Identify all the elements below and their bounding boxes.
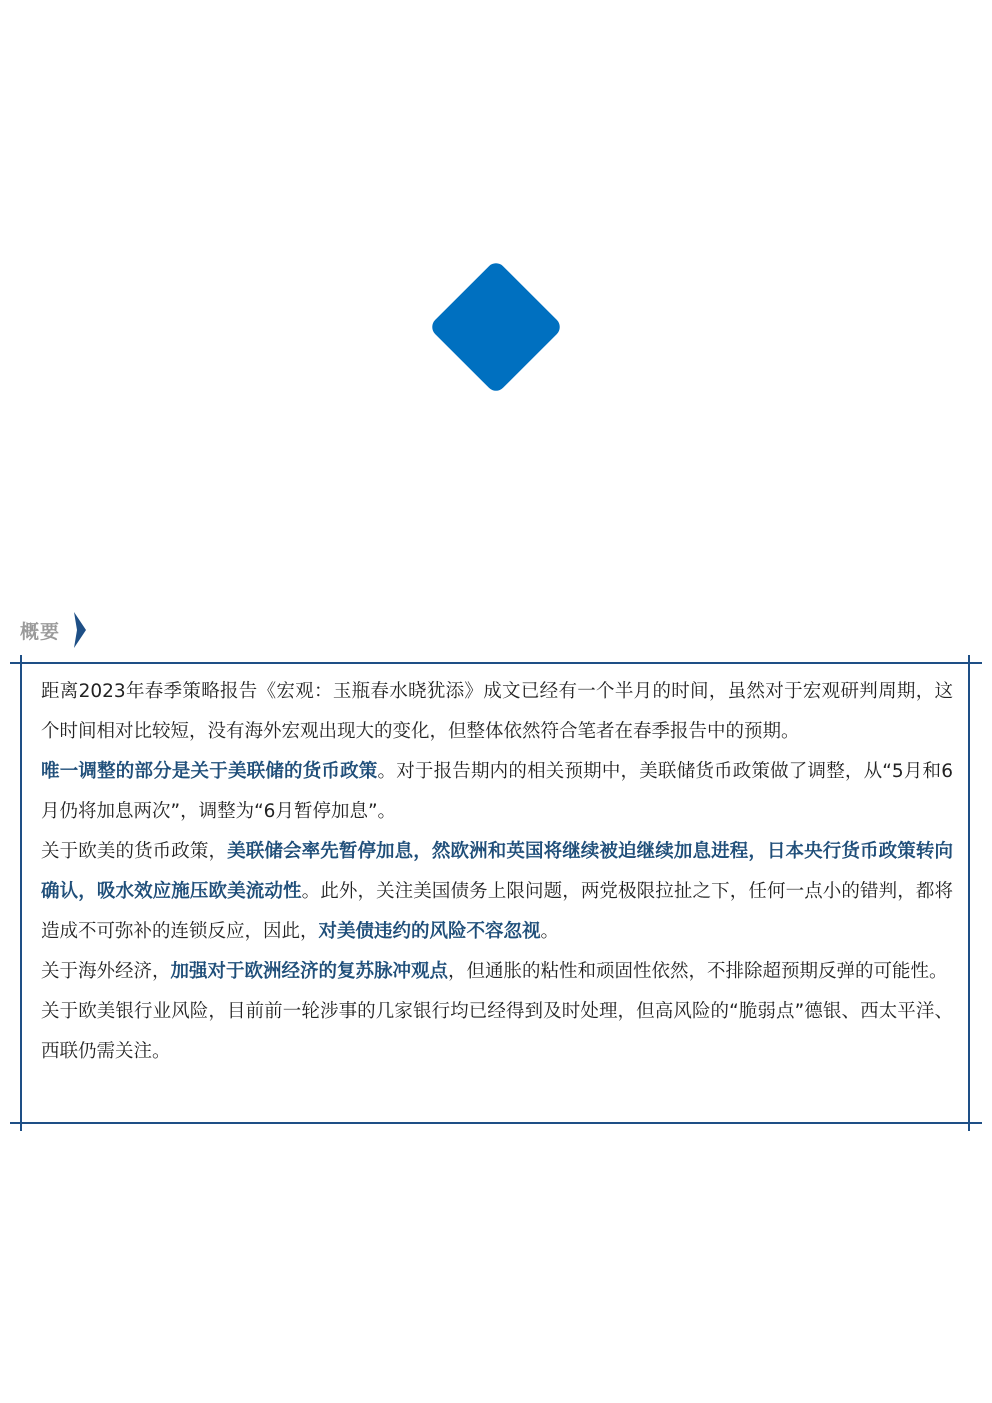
paragraph-text: 关于欧美银行业风险，目前前一轮涉事的几家银行均已经得到及时处理，但高风险的“脆弱点”德银、西太平洋、西联仍需关注。 [41, 1001, 953, 1062]
highlight-text: 美联储会率先暂停加息，然欧洲和英国将继续被迫继续加息进程，日本央行货币政策转向确认，吸水效应施压欧美流动性 [41, 841, 953, 902]
decorative-diamond-icon [425, 256, 567, 398]
frame-top-line [10, 662, 982, 664]
section-header [20, 612, 86, 648]
highlight-text: 唯一调整的部分是关于美联储的货币政策 [41, 761, 378, 782]
paragraph-text: 。 [540, 921, 560, 942]
summary-content [41, 672, 953, 1072]
paragraph-intro [41, 672, 953, 752]
frame-right-line [968, 655, 970, 1131]
section-title: 概要 [20, 620, 61, 643]
frame-left-line [20, 655, 22, 1131]
frame-bottom-line [10, 1122, 982, 1124]
paragraph-text: ，但通胀的粘性和顽固性依然，不排除超预期反弹的可能性。 [448, 961, 948, 982]
right-chevron-icon [74, 612, 86, 648]
paragraph-text: 。此外，关注美国债务上限问题，两党极限拉扯之下，任何一点小的错判，都将造成不可弥补的连锁反应，因此， [41, 881, 953, 942]
paragraph-fed-adjustment [41, 752, 953, 832]
paragraph-text: 距离2023年春季策略报告《宏观：玉瓶春水晓犹添》成文已经有一个半月的时间，虽然对于宏观研判周期，这个时间相对比较短，没有海外宏观出现大的变化，但整体依然符合笔者在春季报告中的预期。 [41, 681, 953, 742]
paragraph-text: 关于海外经济， [41, 961, 171, 982]
paragraph-overseas-economy [41, 952, 953, 992]
paragraph-monetary-policy [41, 832, 953, 952]
highlight-text: 加强对于欧洲经济的复苏脉冲观点 [170, 961, 449, 982]
highlight-text: 对美债违约的风险不容忽视 [318, 921, 541, 942]
paragraph-text: 。对于报告期内的相关预期中，美联储货币政策做了调整，从“5月和6月仍将加息两次”，调整为“6月暂停加息”。 [41, 761, 953, 822]
paragraph-banking-risk [41, 992, 953, 1072]
paragraph-text: 关于欧美的货币政策， [41, 841, 228, 862]
